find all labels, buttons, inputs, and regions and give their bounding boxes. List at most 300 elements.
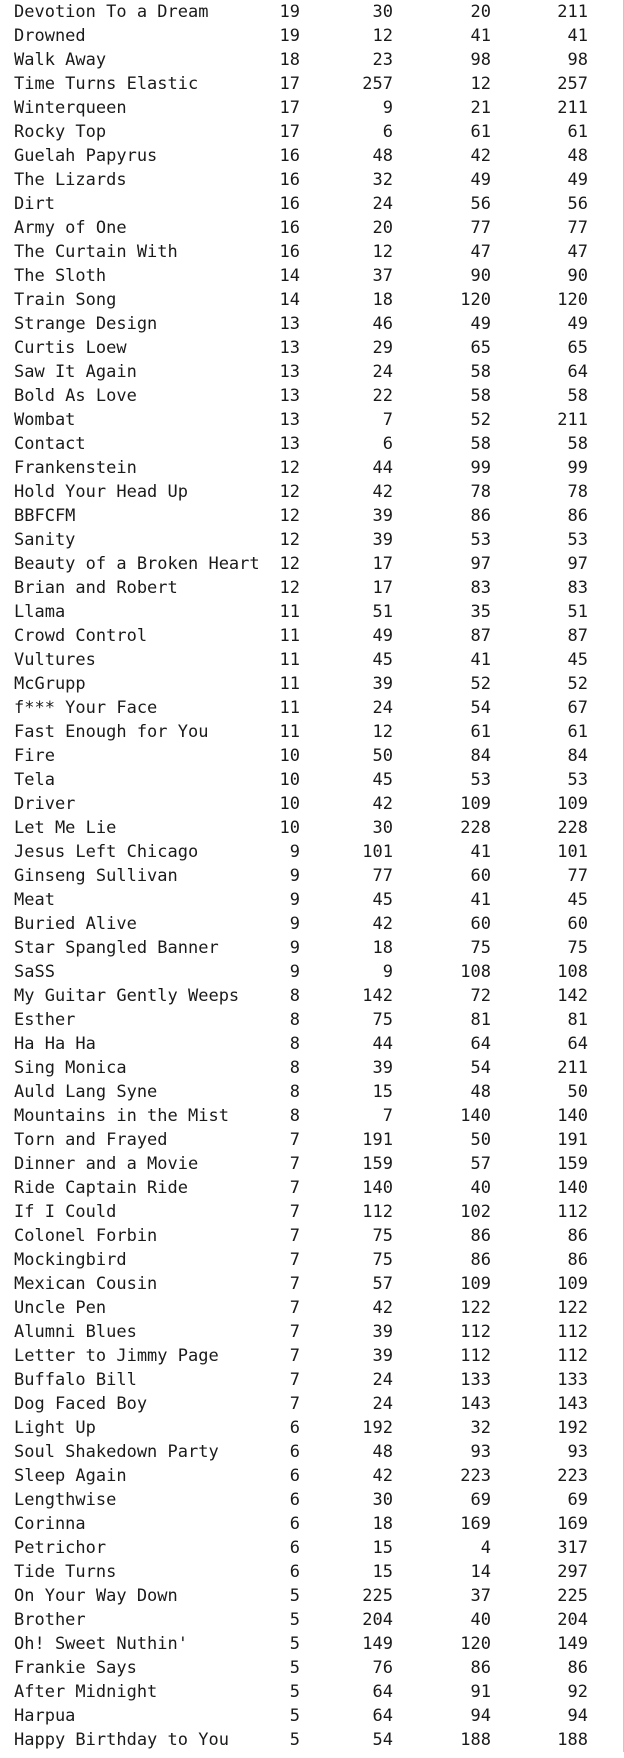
song-title-cell: Time Turns Elastic (14, 74, 199, 94)
value-cell-4: 90 (567, 266, 588, 286)
table-row (0, 648, 623, 672)
value-cell-2: 77 (372, 866, 393, 886)
song-title-cell: Walk Away (14, 50, 107, 70)
value-cell-2: 30 (372, 2, 393, 22)
value-cell-4: 223 (557, 1466, 588, 1486)
value-cell-3: 32 (470, 1418, 491, 1438)
song-title-cell: Army of One (14, 218, 127, 238)
song-title-cell: Contact (14, 434, 86, 454)
value-cell-1: 16 (279, 218, 300, 238)
table-row (0, 888, 623, 912)
value-cell-4: 92 (567, 1682, 588, 1702)
value-cell-2: 204 (362, 1610, 393, 1630)
song-title-cell: Petrichor (14, 1538, 107, 1558)
value-cell-3: 40 (470, 1178, 491, 1198)
table-row (0, 936, 623, 960)
value-cell-1: 7 (289, 1322, 300, 1342)
value-cell-3: 223 (460, 1466, 491, 1486)
table-row (0, 72, 623, 96)
value-cell-4: 49 (567, 314, 588, 334)
table-row (0, 336, 623, 360)
song-title-cell: Torn and Frayed (14, 1130, 168, 1150)
song-title-cell: Bold As Love (14, 386, 137, 406)
value-cell-3: 77 (470, 218, 491, 238)
value-cell-4: 112 (557, 1346, 588, 1366)
table-row (0, 48, 623, 72)
value-cell-4: 99 (567, 458, 588, 478)
song-title-cell: Corinna (14, 1514, 86, 1534)
table-row (0, 1200, 623, 1224)
table-row (0, 24, 623, 48)
value-cell-1: 10 (279, 746, 300, 766)
value-cell-3: 49 (470, 170, 491, 190)
value-cell-3: 41 (470, 650, 491, 670)
value-cell-3: 188 (460, 1730, 491, 1750)
table-row (0, 1416, 623, 1440)
value-cell-1: 9 (289, 938, 300, 958)
value-cell-2: 9 (382, 962, 393, 982)
value-cell-2: 39 (372, 1058, 393, 1078)
table-row (0, 1656, 623, 1680)
value-cell-3: 48 (470, 1082, 491, 1102)
value-cell-3: 108 (460, 962, 491, 982)
value-cell-2: 15 (372, 1538, 393, 1558)
value-cell-2: 257 (362, 74, 393, 94)
value-cell-3: 35 (470, 602, 491, 622)
value-cell-4: 86 (567, 1250, 588, 1270)
song-title-cell: My Guitar Gently Weeps (14, 986, 240, 1006)
value-cell-2: 42 (372, 482, 393, 502)
value-cell-4: 211 (557, 1058, 588, 1078)
table-row (0, 768, 623, 792)
value-cell-3: 81 (470, 1010, 491, 1030)
value-cell-3: 86 (470, 506, 491, 526)
song-title-cell: Dirt (14, 194, 55, 214)
value-cell-3: 228 (460, 818, 491, 838)
value-cell-3: 14 (470, 1562, 491, 1582)
value-cell-4: 297 (557, 1562, 588, 1582)
value-cell-4: 204 (557, 1610, 588, 1630)
value-cell-1: 12 (279, 506, 300, 526)
value-cell-1: 10 (279, 770, 300, 790)
value-cell-1: 11 (279, 626, 300, 646)
value-cell-2: 6 (382, 122, 393, 142)
value-cell-2: 44 (372, 1034, 393, 1054)
value-cell-2: 39 (372, 530, 393, 550)
value-cell-2: 39 (372, 1346, 393, 1366)
table-row (0, 528, 623, 552)
value-cell-3: 143 (460, 1394, 491, 1414)
value-cell-3: 86 (470, 1658, 491, 1678)
value-cell-3: 93 (470, 1442, 491, 1462)
value-cell-2: 48 (372, 146, 393, 166)
value-cell-3: 21 (470, 98, 491, 118)
song-title-cell: Fire (14, 746, 55, 766)
value-cell-1: 8 (289, 1082, 300, 1102)
song-title-cell: Devotion To a Dream (14, 2, 209, 22)
value-cell-1: 5 (289, 1586, 300, 1606)
song-title-cell: Strange Design (14, 314, 158, 334)
value-cell-4: 45 (567, 890, 588, 910)
value-cell-2: 49 (372, 626, 393, 646)
value-cell-1: 6 (289, 1442, 300, 1462)
table-row (0, 504, 623, 528)
value-cell-2: 149 (362, 1634, 393, 1654)
song-title-cell: Colonel Forbin (14, 1226, 158, 1246)
value-cell-1: 6 (289, 1466, 300, 1486)
value-cell-4: 122 (557, 1298, 588, 1318)
value-cell-2: 140 (362, 1178, 393, 1198)
value-cell-2: 18 (372, 1514, 393, 1534)
song-title-cell: Alumni Blues (14, 1322, 137, 1342)
song-title-cell: Sleep Again (14, 1466, 127, 1486)
value-cell-3: 50 (470, 1130, 491, 1150)
value-cell-4: 143 (557, 1394, 588, 1414)
value-cell-1: 17 (279, 74, 300, 94)
value-cell-1: 8 (289, 1106, 300, 1126)
value-cell-3: 91 (470, 1682, 491, 1702)
value-cell-4: 211 (557, 2, 588, 22)
value-cell-2: 29 (372, 338, 393, 358)
value-cell-2: 42 (372, 794, 393, 814)
value-cell-2: 112 (362, 1202, 393, 1222)
song-title-cell: Vultures (14, 650, 96, 670)
table-row (0, 696, 623, 720)
table-row (0, 720, 623, 744)
value-cell-4: 211 (557, 410, 588, 430)
value-cell-1: 7 (289, 1346, 300, 1366)
value-cell-2: 42 (372, 914, 393, 934)
value-cell-4: 211 (557, 98, 588, 118)
value-cell-3: 140 (460, 1106, 491, 1126)
value-cell-1: 6 (289, 1418, 300, 1438)
value-cell-2: 192 (362, 1418, 393, 1438)
value-cell-3: 57 (470, 1154, 491, 1174)
value-cell-2: 22 (372, 386, 393, 406)
value-cell-3: 60 (470, 914, 491, 934)
song-title-cell: Jesus Left Chicago (14, 842, 199, 862)
value-cell-4: 64 (567, 1034, 588, 1054)
value-cell-3: 54 (470, 1058, 491, 1078)
value-cell-4: 64 (567, 362, 588, 382)
song-title-cell: Guelah Papyrus (14, 146, 158, 166)
value-cell-2: 39 (372, 674, 393, 694)
value-cell-4: 69 (567, 1490, 588, 1510)
value-cell-4: 112 (557, 1322, 588, 1342)
value-cell-2: 191 (362, 1130, 393, 1150)
value-cell-4: 86 (567, 506, 588, 526)
value-cell-4: 58 (567, 386, 588, 406)
value-cell-3: 169 (460, 1514, 491, 1534)
song-title-cell: Rocky Top (14, 122, 107, 142)
table-row (0, 1680, 623, 1704)
value-cell-4: 58 (567, 434, 588, 454)
value-cell-1: 7 (289, 1130, 300, 1150)
value-cell-1: 7 (289, 1274, 300, 1294)
value-cell-4: 133 (557, 1370, 588, 1390)
value-cell-4: 56 (567, 194, 588, 214)
table-row (0, 432, 623, 456)
value-cell-1: 16 (279, 194, 300, 214)
value-cell-4: 47 (567, 242, 588, 262)
table-row (0, 1176, 623, 1200)
value-cell-4: 93 (567, 1442, 588, 1462)
value-cell-1: 18 (279, 50, 300, 70)
table-row (0, 360, 623, 384)
value-cell-2: 7 (382, 410, 393, 430)
value-cell-4: 84 (567, 746, 588, 766)
value-cell-3: 41 (470, 26, 491, 46)
value-cell-1: 7 (289, 1298, 300, 1318)
song-title-cell: Wombat (14, 410, 76, 430)
song-title-cell: McGrupp (14, 674, 86, 694)
value-cell-2: 159 (362, 1154, 393, 1174)
value-cell-2: 48 (372, 1442, 393, 1462)
value-cell-4: 49 (567, 170, 588, 190)
value-cell-1: 9 (289, 890, 300, 910)
song-title-cell: Soul Shakedown Party (14, 1442, 219, 1462)
value-cell-3: 4 (480, 1538, 491, 1558)
value-cell-4: 65 (567, 338, 588, 358)
value-cell-4: 225 (557, 1586, 588, 1606)
value-cell-1: 12 (279, 554, 300, 574)
value-cell-3: 69 (470, 1490, 491, 1510)
value-cell-4: 67 (567, 698, 588, 718)
value-cell-4: 61 (567, 722, 588, 742)
song-title-cell: Buried Alive (14, 914, 137, 934)
song-title-cell: Crowd Control (14, 626, 148, 646)
value-cell-1: 12 (279, 482, 300, 502)
table-row (0, 1224, 623, 1248)
table-row (0, 1152, 623, 1176)
value-cell-2: 39 (372, 506, 393, 526)
song-title-cell: Mexican Cousin (14, 1274, 158, 1294)
song-title-cell: Brother (14, 1610, 86, 1630)
value-cell-3: 87 (470, 626, 491, 646)
value-cell-1: 6 (289, 1490, 300, 1510)
value-cell-3: 65 (470, 338, 491, 358)
song-title-cell: Frankenstein (14, 458, 137, 478)
value-cell-3: 53 (470, 770, 491, 790)
value-cell-1: 13 (279, 434, 300, 454)
table-row (0, 1704, 623, 1728)
table-row (0, 552, 623, 576)
song-title-cell: Ha Ha Ha (14, 1034, 96, 1054)
value-cell-3: 78 (470, 482, 491, 502)
value-cell-3: 120 (460, 290, 491, 310)
song-title-cell: Dog Faced Boy (14, 1394, 148, 1414)
table-row (0, 984, 623, 1008)
value-cell-2: 51 (372, 602, 393, 622)
value-cell-4: 142 (557, 986, 588, 1006)
table-row (0, 408, 623, 432)
value-cell-3: 60 (470, 866, 491, 886)
table-row (0, 1392, 623, 1416)
value-cell-2: 17 (372, 554, 393, 574)
value-cell-1: 11 (279, 650, 300, 670)
song-title-cell: Happy Birthday to You (14, 1730, 229, 1750)
value-cell-4: 109 (557, 794, 588, 814)
song-title-cell: Curtis Loew (14, 338, 127, 358)
value-cell-3: 52 (470, 674, 491, 694)
table-row (0, 1248, 623, 1272)
value-cell-3: 20 (470, 2, 491, 22)
value-cell-1: 7 (289, 1370, 300, 1390)
value-cell-2: 23 (372, 50, 393, 70)
value-cell-1: 19 (279, 2, 300, 22)
value-cell-3: 84 (470, 746, 491, 766)
value-cell-1: 12 (279, 458, 300, 478)
value-cell-1: 11 (279, 674, 300, 694)
value-cell-4: 83 (567, 578, 588, 598)
value-cell-2: 75 (372, 1226, 393, 1246)
value-cell-3: 109 (460, 1274, 491, 1294)
value-cell-3: 133 (460, 1370, 491, 1390)
value-cell-3: 94 (470, 1706, 491, 1726)
value-cell-1: 8 (289, 1034, 300, 1054)
value-cell-3: 61 (470, 722, 491, 742)
value-cell-1: 5 (289, 1682, 300, 1702)
value-cell-3: 41 (470, 890, 491, 910)
value-cell-1: 6 (289, 1514, 300, 1534)
value-cell-2: 30 (372, 1490, 393, 1510)
value-cell-1: 14 (279, 290, 300, 310)
song-title-cell: Drowned (14, 26, 86, 46)
table-row (0, 672, 623, 696)
value-cell-3: 49 (470, 314, 491, 334)
value-cell-2: 24 (372, 698, 393, 718)
song-title-cell: Llama (14, 602, 66, 622)
table-row (0, 600, 623, 624)
table-row (0, 576, 623, 600)
value-cell-4: 51 (567, 602, 588, 622)
value-cell-4: 192 (557, 1418, 588, 1438)
table-row (0, 864, 623, 888)
value-cell-4: 53 (567, 770, 588, 790)
value-cell-3: 12 (470, 74, 491, 94)
value-cell-3: 53 (470, 530, 491, 550)
value-cell-1: 14 (279, 266, 300, 286)
value-cell-3: 109 (460, 794, 491, 814)
value-cell-2: 18 (372, 938, 393, 958)
value-cell-4: 87 (567, 626, 588, 646)
value-cell-1: 8 (289, 986, 300, 1006)
value-cell-2: 15 (372, 1562, 393, 1582)
value-cell-3: 83 (470, 578, 491, 598)
value-cell-2: 24 (372, 1370, 393, 1390)
value-cell-2: 50 (372, 746, 393, 766)
value-cell-4: 188 (557, 1730, 588, 1750)
value-cell-4: 45 (567, 650, 588, 670)
table-row (0, 312, 623, 336)
table-row (0, 0, 623, 24)
value-cell-1: 11 (279, 722, 300, 742)
value-cell-4: 81 (567, 1010, 588, 1030)
value-cell-4: 77 (567, 866, 588, 886)
table-row (0, 1080, 623, 1104)
song-title-cell: The Curtain With (14, 242, 178, 262)
value-cell-4: 94 (567, 1706, 588, 1726)
value-cell-1: 7 (289, 1202, 300, 1222)
value-cell-1: 6 (289, 1562, 300, 1582)
song-title-cell: Let Me Lie (14, 818, 117, 838)
song-title-cell: Harpua (14, 1706, 76, 1726)
song-title-cell: Ride Captain Ride (14, 1178, 188, 1198)
value-cell-2: 42 (372, 1466, 393, 1486)
song-title-cell: Driver (14, 794, 76, 814)
song-title-cell: Auld Lang Syne (14, 1082, 158, 1102)
song-title-cell: Train Song (14, 290, 117, 310)
value-cell-3: 72 (470, 986, 491, 1006)
value-cell-1: 13 (279, 314, 300, 334)
table-row (0, 240, 623, 264)
value-cell-3: 47 (470, 242, 491, 262)
table-row (0, 384, 623, 408)
song-title-cell: Mockingbird (14, 1250, 127, 1270)
table-row (0, 456, 623, 480)
value-cell-2: 24 (372, 194, 393, 214)
value-cell-2: 37 (372, 266, 393, 286)
value-cell-2: 64 (372, 1706, 393, 1726)
value-cell-4: 257 (557, 74, 588, 94)
table-row (0, 216, 623, 240)
value-cell-3: 99 (470, 458, 491, 478)
value-cell-4: 53 (567, 530, 588, 550)
table-row (0, 816, 623, 840)
table-row (0, 1008, 623, 1032)
value-cell-3: 58 (470, 386, 491, 406)
value-cell-4: 159 (557, 1154, 588, 1174)
table-row (0, 744, 623, 768)
value-cell-3: 98 (470, 50, 491, 70)
value-cell-1: 7 (289, 1250, 300, 1270)
song-title-cell: The Sloth (14, 266, 107, 286)
song-title-cell: Saw It Again (14, 362, 137, 382)
song-title-cell: Mountains in the Mist (14, 1106, 229, 1126)
value-cell-1: 12 (279, 578, 300, 598)
table-row (0, 912, 623, 936)
value-cell-4: 50 (567, 1082, 588, 1102)
value-cell-1: 11 (279, 602, 300, 622)
value-cell-2: 75 (372, 1250, 393, 1270)
table-row (0, 1344, 623, 1368)
value-cell-1: 7 (289, 1178, 300, 1198)
value-cell-3: 102 (460, 1202, 491, 1222)
value-cell-3: 58 (470, 362, 491, 382)
value-cell-3: 41 (470, 842, 491, 862)
value-cell-1: 16 (279, 242, 300, 262)
table-row (0, 1272, 623, 1296)
table-row (0, 96, 623, 120)
value-cell-2: 76 (372, 1658, 393, 1678)
song-title-cell: Esther (14, 1010, 76, 1030)
value-cell-4: 169 (557, 1514, 588, 1534)
value-cell-1: 10 (279, 794, 300, 814)
value-cell-1: 17 (279, 122, 300, 142)
value-cell-4: 61 (567, 122, 588, 142)
value-cell-1: 9 (289, 866, 300, 886)
value-cell-3: 61 (470, 122, 491, 142)
value-cell-3: 42 (470, 146, 491, 166)
value-cell-3: 112 (460, 1322, 491, 1342)
value-cell-2: 75 (372, 1010, 393, 1030)
value-cell-4: 120 (557, 290, 588, 310)
value-cell-1: 5 (289, 1634, 300, 1654)
value-cell-3: 112 (460, 1346, 491, 1366)
value-cell-2: 6 (382, 434, 393, 454)
value-cell-4: 41 (567, 26, 588, 46)
value-cell-1: 5 (289, 1706, 300, 1726)
